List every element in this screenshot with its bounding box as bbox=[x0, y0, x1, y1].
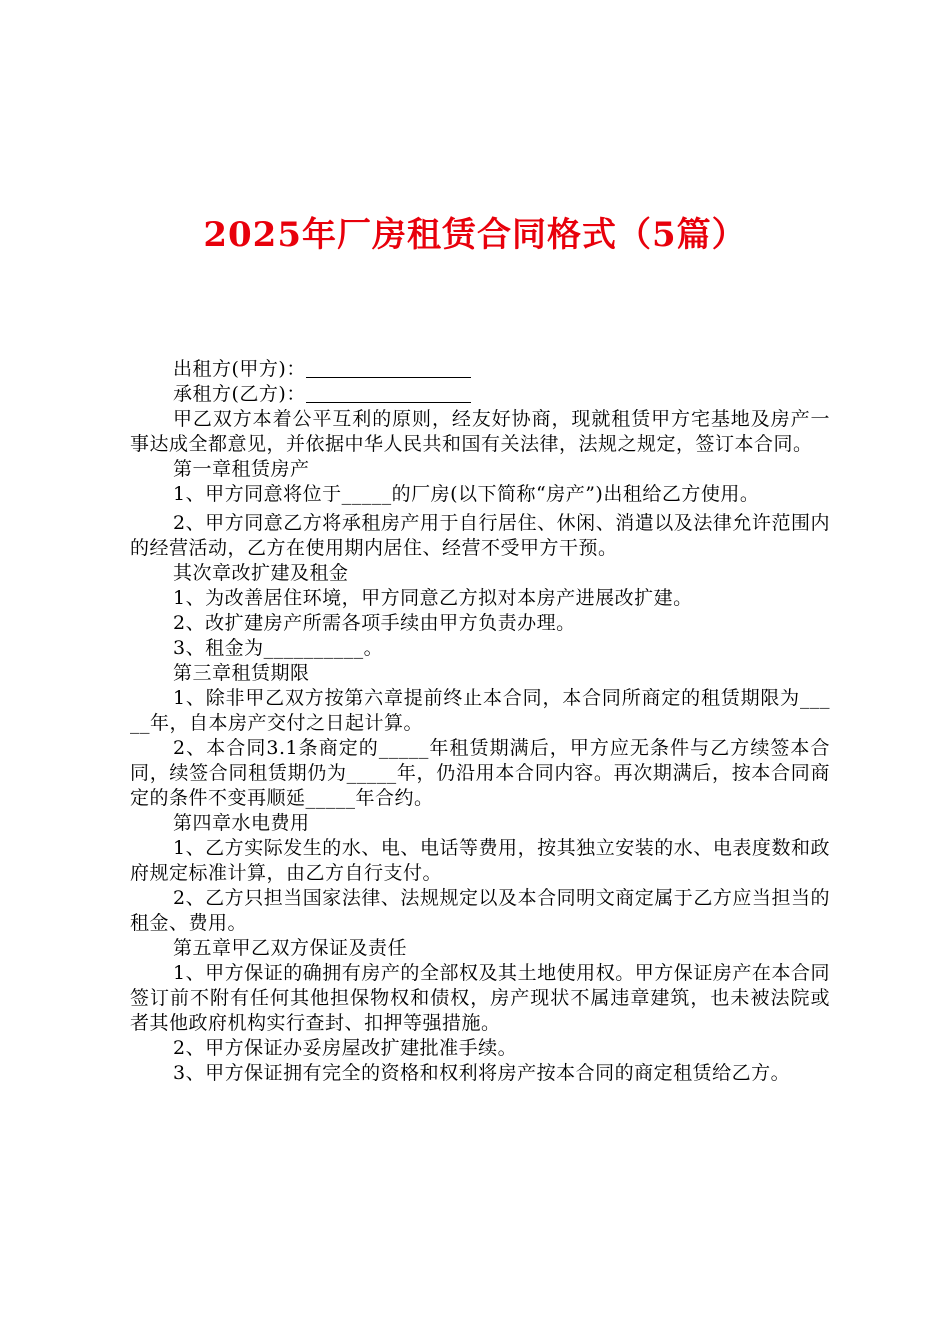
clause-5-1: 1、甲方保证的确拥有房产的全部权及其土地使用权。甲方保证房产在本合同签订前不附有任何其他担保物权和债权，房产现状不属违章建筑，也未被法院或者其他政府机构实行查封、扣押等强措施。 bbox=[130, 962, 830, 1034]
paragraph-intro: 甲乙双方本着公平互利的原则，经友好协商，现就租赁甲方宅基地及房产一事达成全都意见，并依据中华人民共和国有关法律，法规之规定，签订本合同。 bbox=[130, 408, 830, 455]
lessee-line bbox=[130, 382, 830, 407]
chapter-heading-1: 第一章租赁房产 bbox=[173, 458, 310, 480]
lessor-blank bbox=[306, 357, 471, 378]
clause-1-1: 1、甲方同意将位于_____的厂房(以下简称“房产”)出租给乙方使用。 bbox=[173, 483, 760, 505]
clause-1-2: 2、甲方同意乙方将承租房产用于自行居住、休闲、消遣以及法律允许范围内的经营活动，乙方在使用期内居住、经营不受甲方干预。 bbox=[130, 512, 830, 559]
document-body bbox=[130, 357, 830, 1086]
lessor-line bbox=[130, 357, 830, 382]
document-title: 2025年厂房租赁合同格式（5篇） bbox=[203, 215, 747, 255]
clause-3-2: 2、本合同3.1条商定的_____年租赁期满后，甲方应无条件与乙方续签本合同，续签合同租赁期仍为_____年，仍沿用本合同内容。再次期满后，按本合同商定的条件不变再顺延_____年合约。 bbox=[130, 737, 830, 809]
chapter-heading-3: 第三章租赁期限 bbox=[173, 662, 310, 684]
lessee-blank bbox=[306, 382, 471, 403]
chapter-heading-2: 其次章改扩建及租金 bbox=[173, 562, 349, 584]
clause-5-3: 3、甲方保证拥有完全的资格和权利将房产按本合同的商定租赁给乙方。 bbox=[173, 1062, 791, 1084]
clause-2-1: 1、为改善居住环境，甲方同意乙方拟对本房产进展改扩建。 bbox=[173, 587, 693, 609]
clause-5-2: 2、甲方保证办妥房屋改扩建批准手续。 bbox=[173, 1037, 518, 1059]
clause-2-3: 3、租金为__________。 bbox=[173, 637, 384, 659]
clause-2-2: 2、改扩建房产所需各项手续由甲方负责办理。 bbox=[173, 612, 576, 634]
chapter-heading-4: 第四章水电费用 bbox=[173, 812, 310, 834]
clause-4-2: 2、乙方只担当国家法律、法规规定以及本合同明文商定属于乙方应当担当的租金、费用。 bbox=[130, 887, 830, 934]
lessor-label: 出租方(甲方)： bbox=[173, 358, 306, 380]
lessee-label: 承租方(乙方)： bbox=[173, 383, 306, 405]
clause-4-1: 1、乙方实际发生的水、电、电话等费用，按其独立安装的水、电表度数和政府规定标准计算，由乙方自行支付。 bbox=[130, 837, 830, 884]
chapter-heading-5: 第五章甲乙双方保证及责任 bbox=[173, 937, 408, 959]
clause-3-1: 1、除非甲乙双方按第六章提前终止本合同，本合同所商定的租赁期限为_____年，自本房产交付之日起计算。 bbox=[130, 687, 830, 734]
